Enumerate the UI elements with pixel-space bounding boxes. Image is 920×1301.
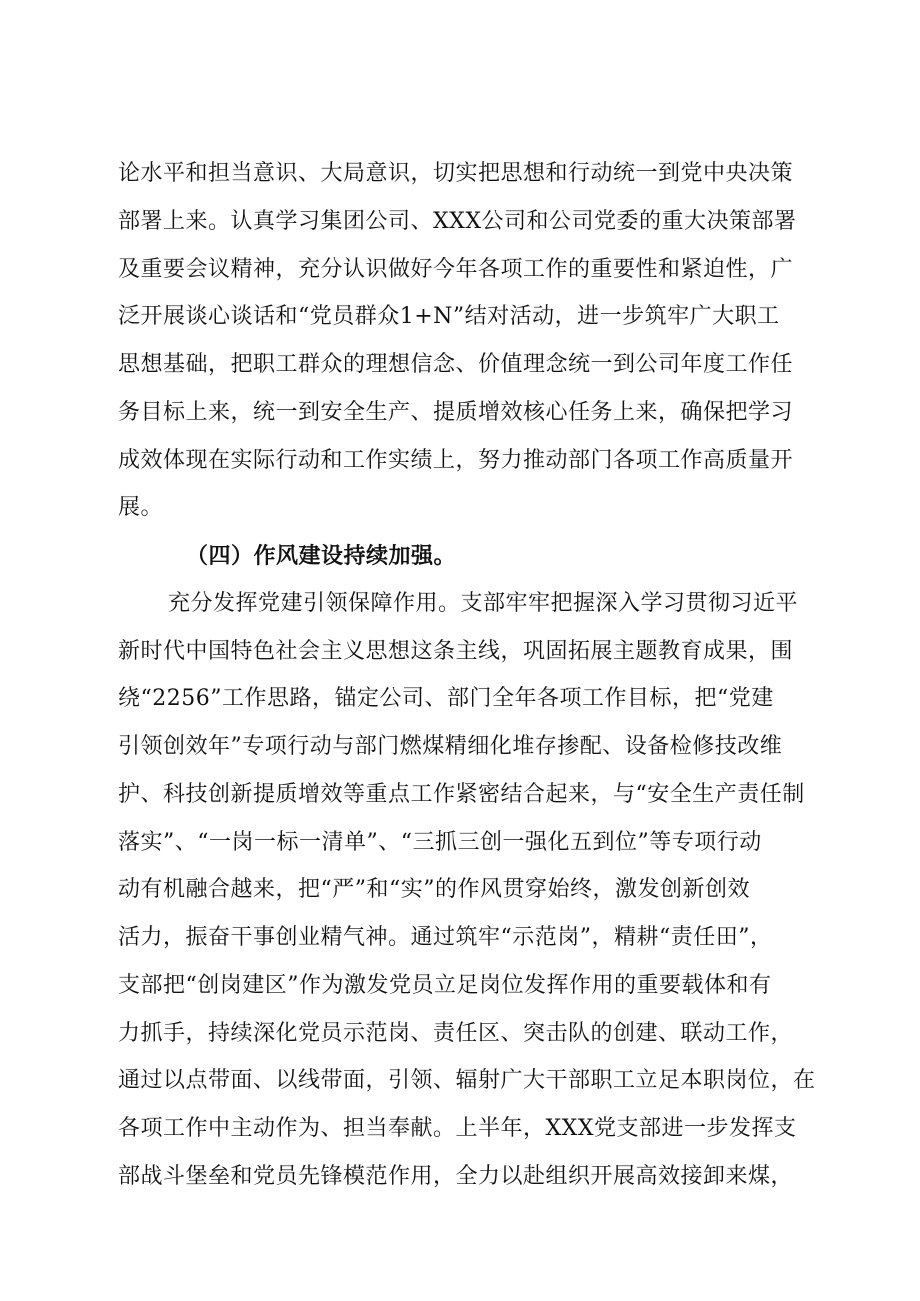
- paragraph1-line-8: 展。: [118, 495, 164, 520]
- paragraph1-line-7: 成效体现在实际行动和工作实绩上，努力推动部门各项工作高质量开: [118, 448, 794, 473]
- paragraph2-line-9: 支部把“创岗建区”作为激发党员立足岗位发挥作用的重要载体和有: [118, 973, 772, 998]
- paragraph2-line-3: 绕“2256”工作思路，锚定公司、部门全年各项工作目标，把“党建: [118, 686, 774, 711]
- paragraph2-line-4: 引领创效年”专项行动与部门燃煤精细化堆存掺配、设备检修技改维: [118, 734, 783, 759]
- paragraph2-line-7: 动有机融合越来，把“严”和“实”的作风贯穿始终，激发创新创效: [118, 877, 750, 902]
- paragraph2-line-12: 各项工作中主动作为、担当奉献。上半年，XXX党支部进一步发挥支: [118, 1116, 797, 1141]
- section-heading: （四）作风建设持续加强。: [186, 543, 457, 569]
- paragraph1-line-4: 泛开展谈心谈话和“党员群众1+N”结对活动，进一步筑牢广大职工: [118, 304, 780, 329]
- paragraph1-line-1: 论水平和担当意识、大局意识，切实把思想和行动统一到党中央决策: [118, 161, 794, 186]
- paragraph1-line-5: 思想基础，把职工群众的理想信念、价值理念统一到公司年度工作任: [118, 352, 794, 377]
- paragraph2-line-5: 护、科技创新提质增效等重点工作紧密结合起来，与“安全生产责任制: [118, 782, 805, 807]
- paragraph2-line-11: 通过以点带面、以线带面，引领、辐射广大干部职工立足本职岗位，在: [118, 1068, 816, 1093]
- paragraph2-line-10: 力抓手，持续深化党员示范岗、责任区、突击队的创建、联动工作，: [118, 1021, 794, 1046]
- paragraph1-line-6: 务目标上来，统一到安全生产、提质增效核心任务上来，确保把学习: [118, 400, 794, 425]
- paragraph1-line-2: 部署上来。认真学习集团公司、XXX公司和公司党委的重大决策部署: [118, 209, 797, 234]
- paragraph2-line-13: 部战斗堡垒和党员先锋模范作用，全力以赴组织开展高效接卸来煤，: [118, 1164, 794, 1189]
- paragraph1-line-3: 及重要会议精神，充分认识做好今年各项工作的重要性和紧迫性，广: [118, 257, 794, 282]
- paragraph2-line-8: 活力，振奋干事创业精气神。通过筑牢“示范岗”，精耕“责任田”，: [118, 925, 773, 950]
- paragraph2-line-2: 新时代中国特色社会主义思想这条主线，巩固拓展主题教育成果，围: [118, 639, 794, 664]
- paragraph2-line-6: 落实”、“一岗一标一清单”、“三抓三创一强化五到位”等专项行动: [118, 830, 762, 855]
- paragraph2-line-1: 充分发挥党建引领保障作用。支部牢牢把握深入学习贯彻习近平: [168, 591, 799, 616]
